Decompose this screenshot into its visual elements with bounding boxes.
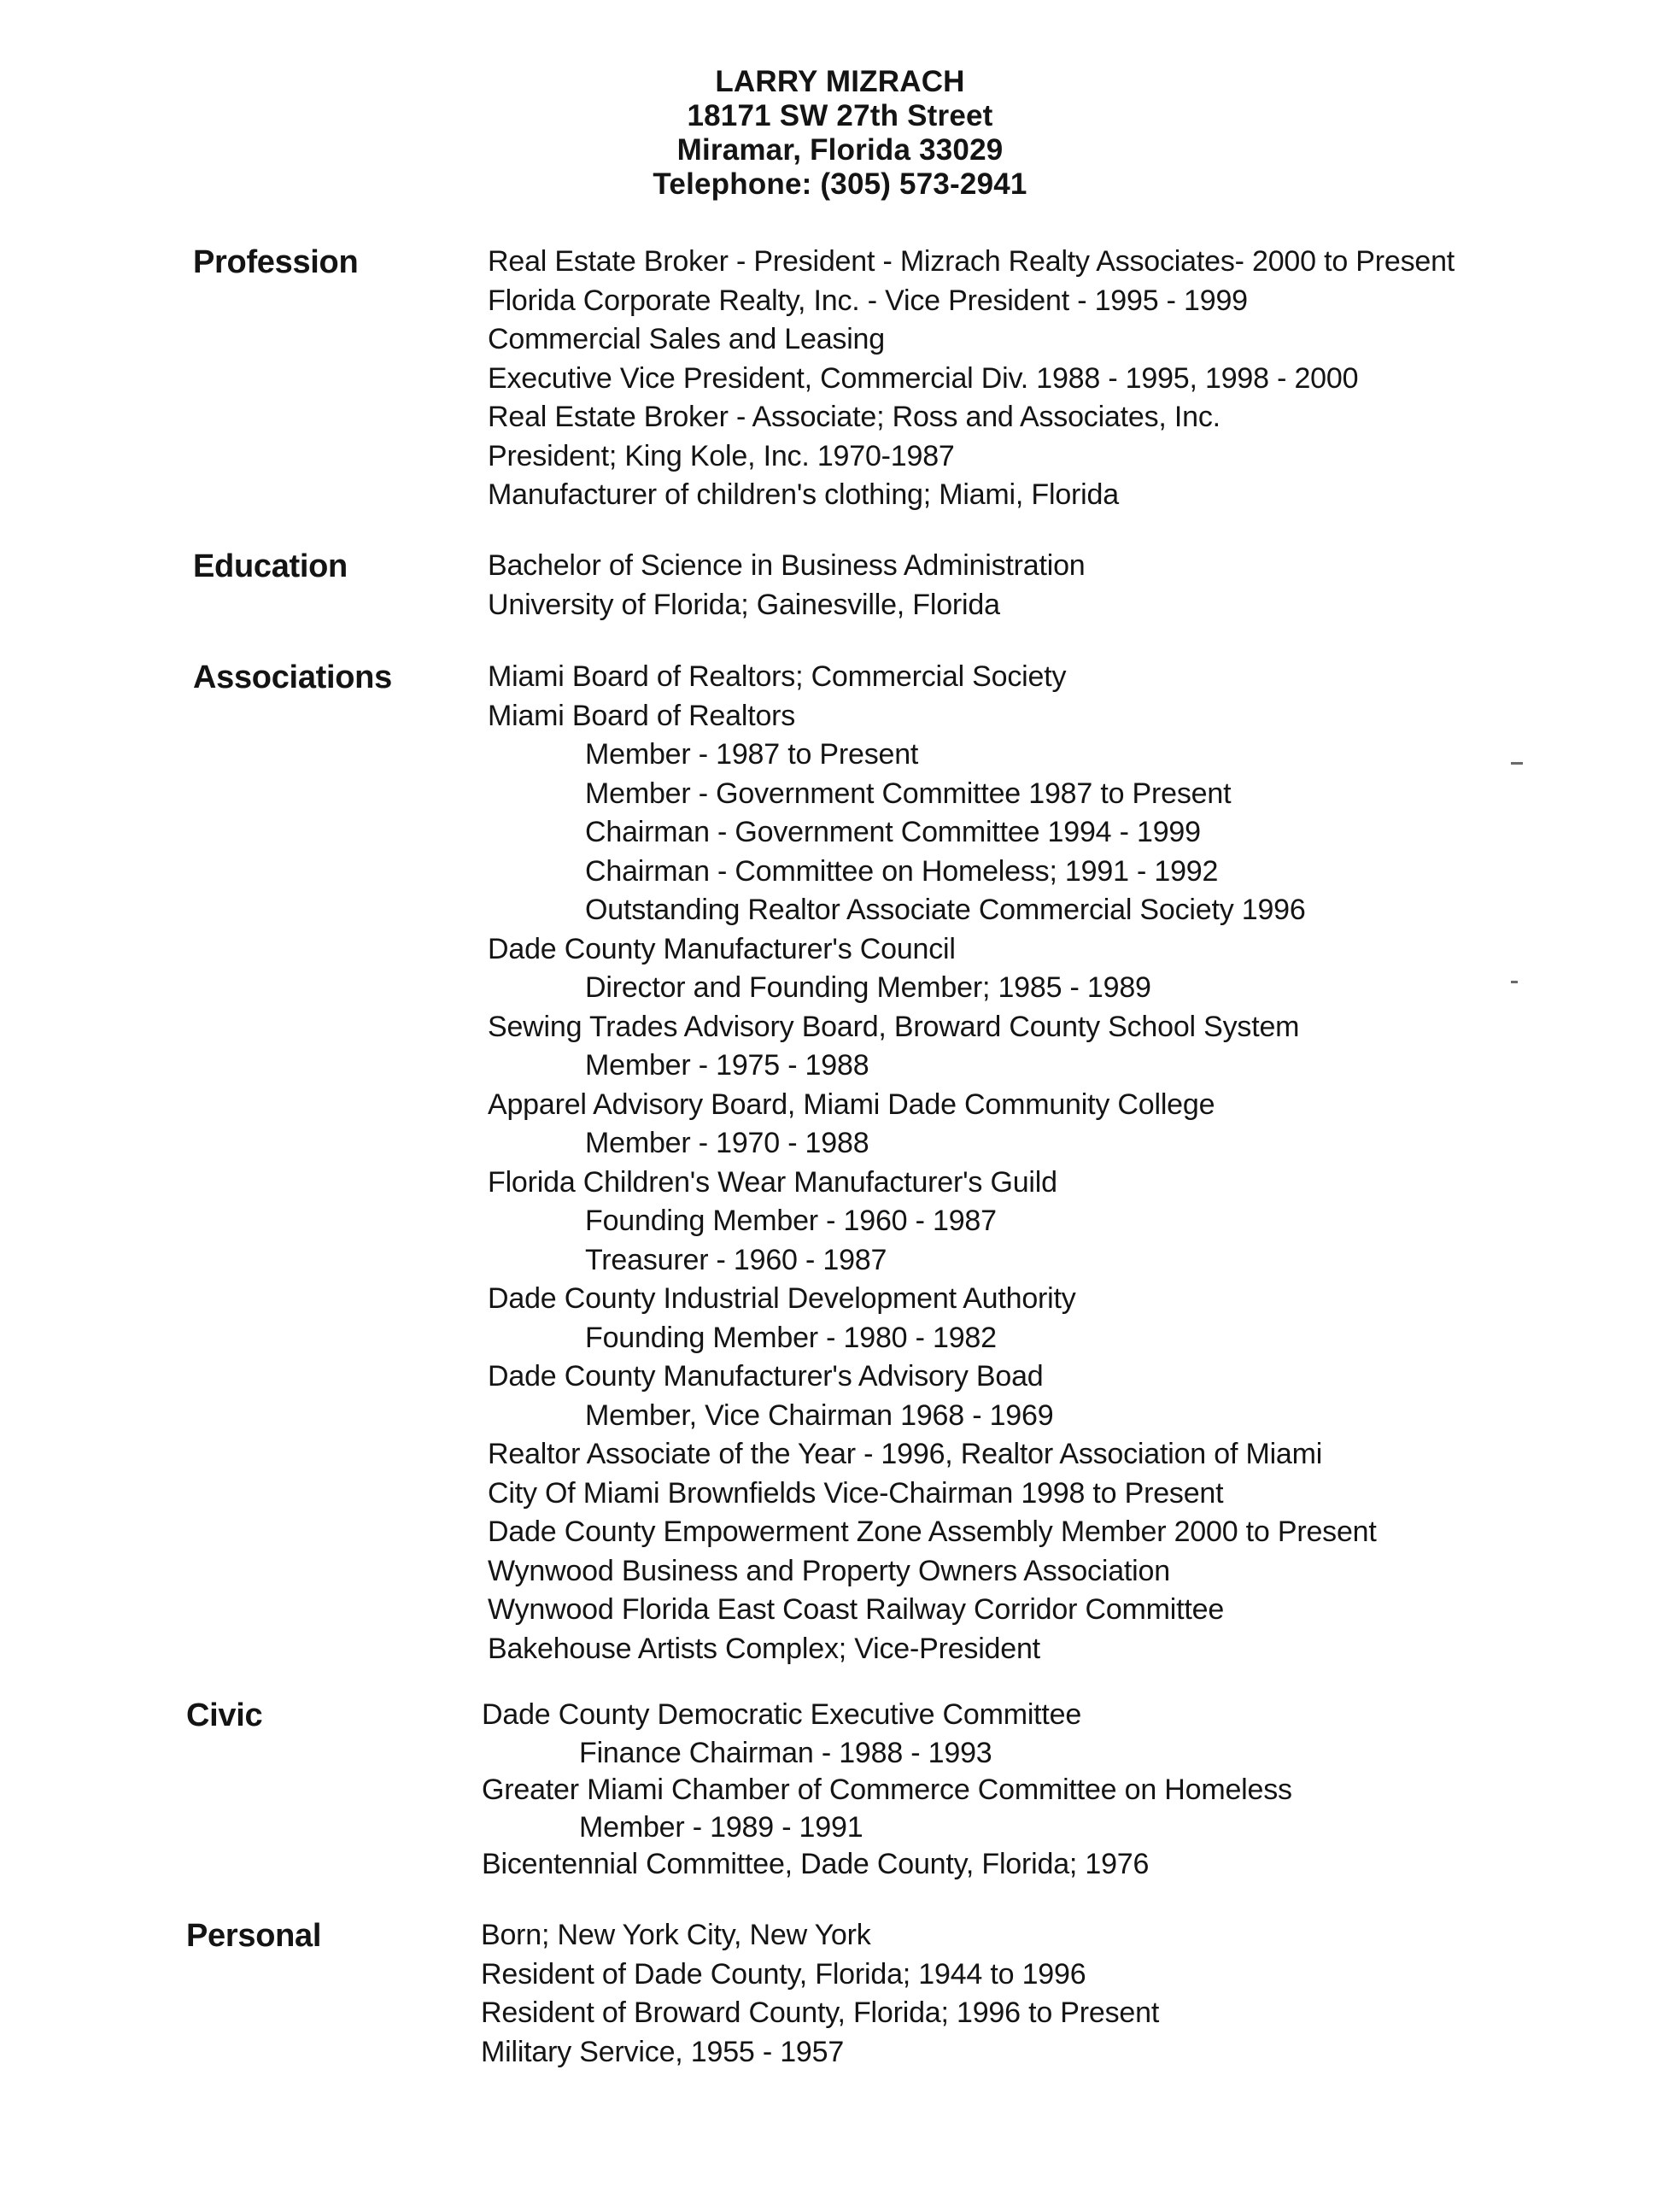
association-line: Miami Board of Realtors; Commercial Society [488,660,1067,693]
association-subline: Member - 1987 to Present [585,738,919,771]
section-title-education: Education [193,548,348,584]
association-line: Miami Board of Realtors [488,699,796,732]
association-line: Sewing Trades Advisory Board, Broward County School System [488,1010,1300,1043]
personal-line: Military Service, 1955 - 1957 [481,2035,845,2068]
association-line: Dade County Empowerment Zone Assembly Member 2000 to Present [488,1516,1377,1548]
association-subline: Founding Member - 1960 - 1987 [585,1205,997,1237]
personal-lines [481,1916,1591,2072]
civic-lines [482,1696,1592,1885]
personal-line: Resident of Broward County, Florida; 1996 to Present [481,1996,1160,2029]
candidate-name: LARRY MIZRACH [715,65,965,98]
education-line: University of Florida; Gainesville, Florida [488,588,1000,621]
profession-lines [488,243,1598,515]
association-subline: Member - Government Committee 1987 to Present [585,777,1232,810]
association-subline: Chairman - Committee on Homeless; 1991 - 1992 [585,854,1219,888]
association-subline: Member - 1970 - 1988 [585,1127,869,1159]
scan-mark [1511,981,1518,983]
association-line: Realtor Associate of the Year - 1996, Realtor Association of Miami [488,1438,1323,1470]
civic-subline: Finance Chairman - 1988 - 1993 [579,1736,992,1769]
association-subline: Member - 1975 - 1988 [585,1049,869,1082]
association-subline: Treasurer - 1960 - 1987 [585,1243,887,1276]
section-title-civic: Civic [186,1697,263,1733]
associations-lines [488,658,1598,1668]
association-line: Florida Children's Wear Manufacturer's Guild [488,1165,1057,1199]
personal-line: Born; New York City, New York [481,1919,871,1951]
education-line: Bachelor of Science in Business Administration [488,549,1086,582]
association-subline: Outstanding Realtor Associate Commercial Society 1996 [585,894,1306,926]
association-subline: Founding Member - 1980 - 1982 [585,1321,997,1354]
civic-subline: Member - 1989 - 1991 [579,1811,863,1844]
profession-line: President; King Kole, Inc. 1970-1987 [488,439,955,472]
street-address: 18171 SW 27th Street [687,99,993,132]
profession-line: Executive Vice President, Commercial Div. 1988 - 1995, 1998 - 2000 [488,361,1359,395]
profession-line: Real Estate Broker - President - Mizrach Realty Associates- 2000 to Present [488,245,1455,278]
association-line: Wynwood Florida East Coast Railway Corridor Committee [488,1593,1225,1626]
civic-line: Bicentennial Committee, Dade County, Florida; 1976 [482,1848,1150,1880]
personal-line: Resident of Dade County, Florida; 1944 to 1996 [481,1957,1086,1991]
section-title-profession: Profession [193,244,359,280]
telephone: Telephone: (305) 573-2941 [653,167,1027,201]
profession-line: Florida Corporate Realty, Inc. - Vice President - 1995 - 1999 [488,284,1248,317]
civic-line: Dade County Democratic Executive Committee [482,1698,1082,1731]
civic-line: Greater Miami Chamber of Commerce Committee on Homeless [482,1773,1292,1806]
association-line: Apparel Advisory Board, Miami Dade Community College [488,1088,1215,1121]
association-subline: Member, Vice Chairman 1968 - 1969 [585,1398,1054,1432]
association-subline: Chairman - Government Committee 1994 - 1999 [585,816,1201,848]
association-line: Bakehouse Artists Complex; Vice-President [488,1632,1040,1665]
scan-mark [1511,762,1523,765]
city-state-zip: Miramar, Florida 33029 [676,133,1004,167]
profession-line: Real Estate Broker - Associate; Ross and Associates, Inc. [488,401,1220,433]
association-line: Dade County Manufacturer's Council [488,932,956,965]
association-subline: Director and Founding Member; 1985 - 1989 [585,971,1151,1004]
association-line: Dade County Industrial Development Authority [488,1282,1076,1315]
section-title-associations: Associations [193,660,392,695]
association-line: City Of Miami Brownfields Vice-Chairman 1998 to Present [488,1476,1224,1510]
education-lines [488,547,1598,624]
section-title-personal: Personal [186,1918,322,1954]
resume-header [0,65,1680,202]
profession-line: Manufacturer of children's clothing; Miami, Florida [488,478,1119,511]
association-line: Dade County Manufacturer's Advisory Boad [488,1360,1044,1393]
association-line: Wynwood Business and Property Owners Association [488,1554,1170,1587]
profession-line: Commercial Sales and Leasing [488,323,885,355]
